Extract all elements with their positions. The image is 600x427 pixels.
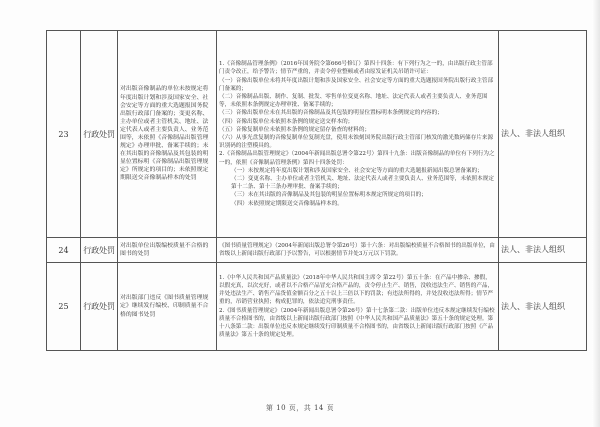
basis-line: 2.《图书质量管理规定》（2004年新闻出版总署令第26号）第十七条第二款：出版单位违反本规定继续发行编校质量不合格图书的，由省级以上新闻出版行政部门按照《中华人民共和国产品质量法》第五十条的规定处理。第十八条第二款：出版单位违反本规定继续发行印制质量不合格图书的，由省级以上新闻出版行政部门按照《产品质量法》第五十条的规定处理。 [219,307,495,339]
basis-line: （二）音像制品出版、制作、复制、批发、零售单位变更名称、地址、法定代表人或者主要负责人、业务范围等，未依照本条例规定办理审批、备案手续的； [219,93,488,109]
penalty-item: 对出版单位出版编校质量不合格的图书的处罚 [118,238,217,263]
basis-line: （一）未按规定将年度出版计划和涉及国家安全、社会安定等方面的重大选题报新闻出版总署备案的； [231,167,483,174]
basis-line: 《图书质量管理规定》（2004年新闻出版总署令第26号）第十六条：对出版编校质量不合格图书的出版单位，由省级以上新闻出版行政部门予以警告，可以根据情节并处3万元以下罚款。 [219,242,495,257]
table-row [47,263,587,351]
scan-edge-shadow [592,0,600,427]
legal-basis [217,31,499,238]
row-number: 24 [47,238,81,263]
basis-line: （六）从事光盘复制的音像复制单位复制光盘，使用未蚀刻国务院出版行政主管部门核发的激光数码储存片来源识别码的注塑模具的。 [219,135,494,150]
basis-line: （二）变更名称、主办单位或者主管机关、地址、法定代表人或者主要负责人、业务范围等，未依照本规定第十二条、第十三条办理审批、备案手续的； [231,176,494,191]
basis-line: （三）未在其出版的音像制品及其包装的明显位置标明本规定所规定的项目的； [231,192,427,199]
penalty-type: 行政处罚 [81,238,118,263]
penalty-item: 对出版音像制品的单位未按规定将年度出版计划和涉及国家安全、社会安定等方面的重大选题报国务院出版行政部门备案的；变更名称、主办单位或者主管机关、地址、法定代表人或者主要负责人、业务范围等，未依照《音像制品出版管理规定》办理审批、备案手续的；未在其出版的音像制品及其包装的明显位置标明《音像制品出版管理规定》所规定的项目的；未依照规定期限送交音像制品样本的处罚 [118,31,217,238]
applicable-subject: 法人、非法人组织 [499,263,587,351]
penalty-type: 行政处罚 [81,31,118,238]
basis-line: （四）未依照规定期限送交音像制品样本的。 [231,200,343,207]
table-row [47,238,587,263]
table-row [47,31,587,238]
basis-line: 2.《音像制品出版管理规定》（2004年新闻出版总署令第22号）第四十九条：出版音像制品的单位有下列行为之一的，依照《音像制品管理条例》第四十四条处罚： [219,151,495,166]
legal-basis [217,238,499,263]
penalty-table [46,30,587,351]
applicable-subject: 法人、非法人组织 [499,31,587,238]
row-number: 25 [47,263,81,351]
basis-line: （四）音像出版单位未依照本条例的规定送交样本的； [219,118,354,125]
page-number: 第 10 页，共 14 页 [265,404,335,412]
basis-line: （三）音像出版单位未在其出版的音像制品及其包装的明显位置标明本条例规定的内容的； [219,110,443,117]
basis-line: 1.《音像制品管理条例》（2016年国务院令第666号修订）第四十四条：有下列行为之一的，由出版行政主管部门责令改正，给予警告；情节严重的，并责令停业整顿或者由原发证机关吊销许可证： [219,61,493,76]
basis-line: （一）音像出版单位未将其年度出版计划和涉及国家安全、社会安定等方面的重大选题报国务院出版行政主管部门备案的； [219,77,494,92]
basis-line: 1.《中华人民共和国产品质量法》（2018年中华人民共和国主席令 第22号）第五十条：在产品中掺杂、掺假，以假充真，以次充好，或者以不合格产品冒充合格产品的，责令停止生产、销售，没收违法生产、销售的产品，并处违法生产、销售产品货值金额百分之五十以上三倍以下的罚款；有违法所得的，并处没收违法所得；情节严重的，吊销营业执照；构成犯罪的，依法追究刑事责任。 [219,274,494,306]
basis-line: （五）音像复制单位未依照本条例的规定留存备查的材料的； [219,126,371,133]
legal-basis [217,263,499,351]
penalty-type: 行政处罚 [81,263,118,351]
applicable-subject: 法人、非法人组织 [499,238,587,263]
penalty-item: 对出版部门违反《图书质量管理规定》继续发行编校、印制质量不合格的图书处罚 [118,263,217,351]
row-number: 23 [47,31,81,238]
